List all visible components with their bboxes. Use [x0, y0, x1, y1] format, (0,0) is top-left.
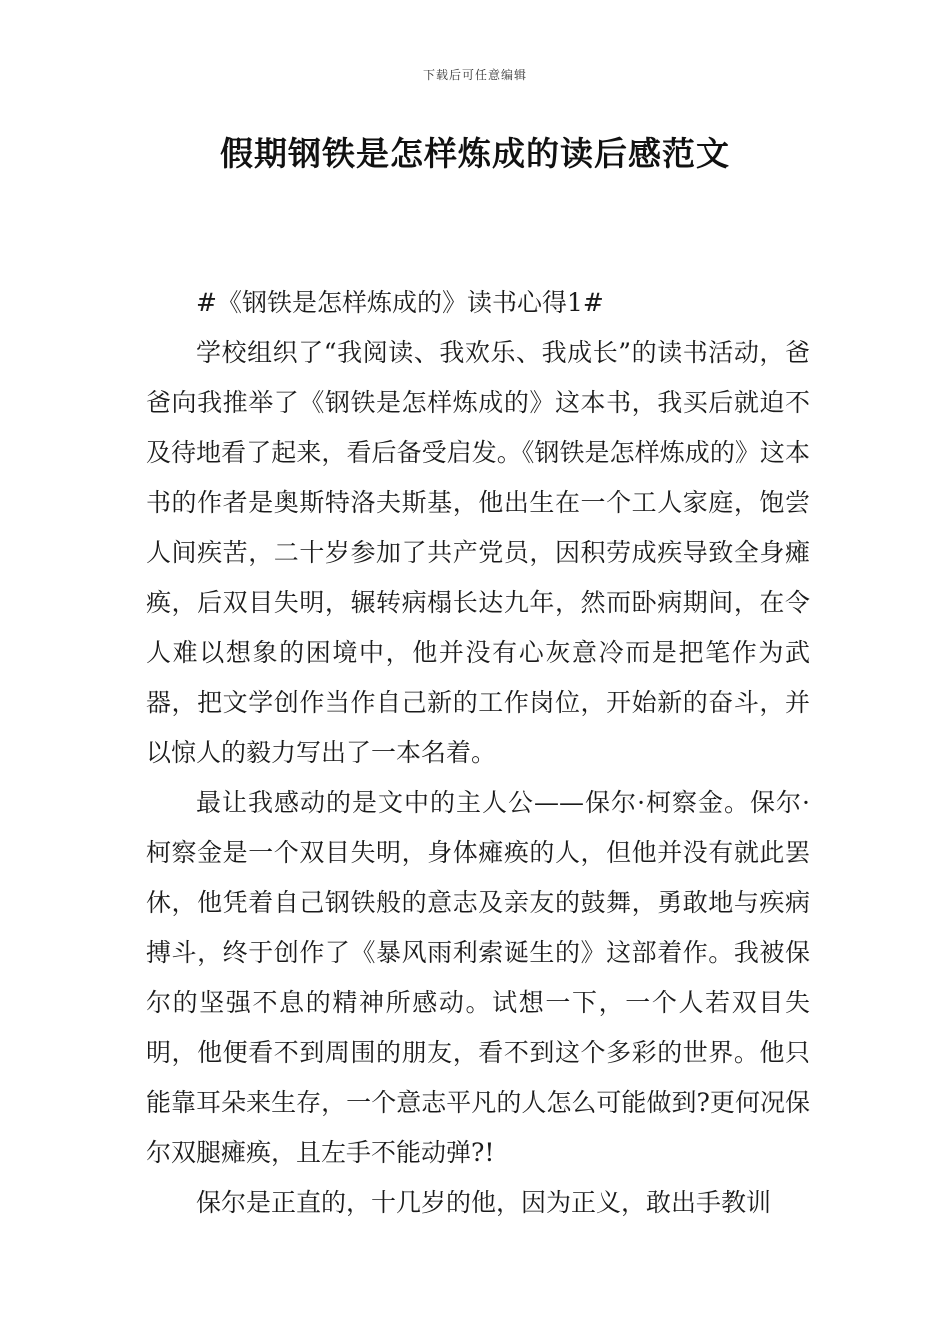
document-body — [146, 278, 810, 1228]
paragraph-heading: #《钢铁是怎样炼成的》读书心得1# — [196, 288, 604, 317]
paragraph: 最让我感动的是文中的主人公——保尔·柯察金。保尔·柯察金是一个双目失明，身体瘫痪的人，但他并没有就此罢休，他凭着自己钢铁般的意志及亲友的鼓舞，勇敢地与疾病搏斗，终于创作了《暴风雨利索诞生的》这部着作。我被保尔的坚强不息的精神所感动。试想一下，一个人若双目失明，他便看不到周围的朋友，看不到这个多彩的世界。他只能靠耳朵来生存，一个意志平凡的人怎么可能做到?更何况保尔双腿瘫痪，且左手不能动弹?! — [146, 788, 810, 1167]
paragraph: 保尔是正直的，十几岁的他，因为正义，敢出手教训 — [196, 1188, 772, 1217]
document-title: 假期钢铁是怎样炼成的读后感范文 — [220, 134, 730, 173]
paragraph: 学校组织了“我阅读、我欢乐、我成长”的读书活动，爸爸向我推举了《钢铁是怎样炼成的》这本书，我买后就迫不及待地看了起来，看后备受启发。《钢铁是怎样炼成的》这本书的作者是奥斯特洛夫斯基，他出生在一个工人家庭，饱尝人间疾苦，二十岁参加了共产党员，因积劳成疾导致全身瘫痪，后双目失明，辗转病榻长达九年，然而卧病期间，在令人难以想象的困境中，他并没有心灰意冷而是把笔作为武器，把文学创作当作自己新的工作岗位，开始新的奋斗，并以惊人的毅力写出了一本名着。 — [146, 338, 810, 767]
header-note: 下载后可任意编辑 — [422, 68, 527, 82]
